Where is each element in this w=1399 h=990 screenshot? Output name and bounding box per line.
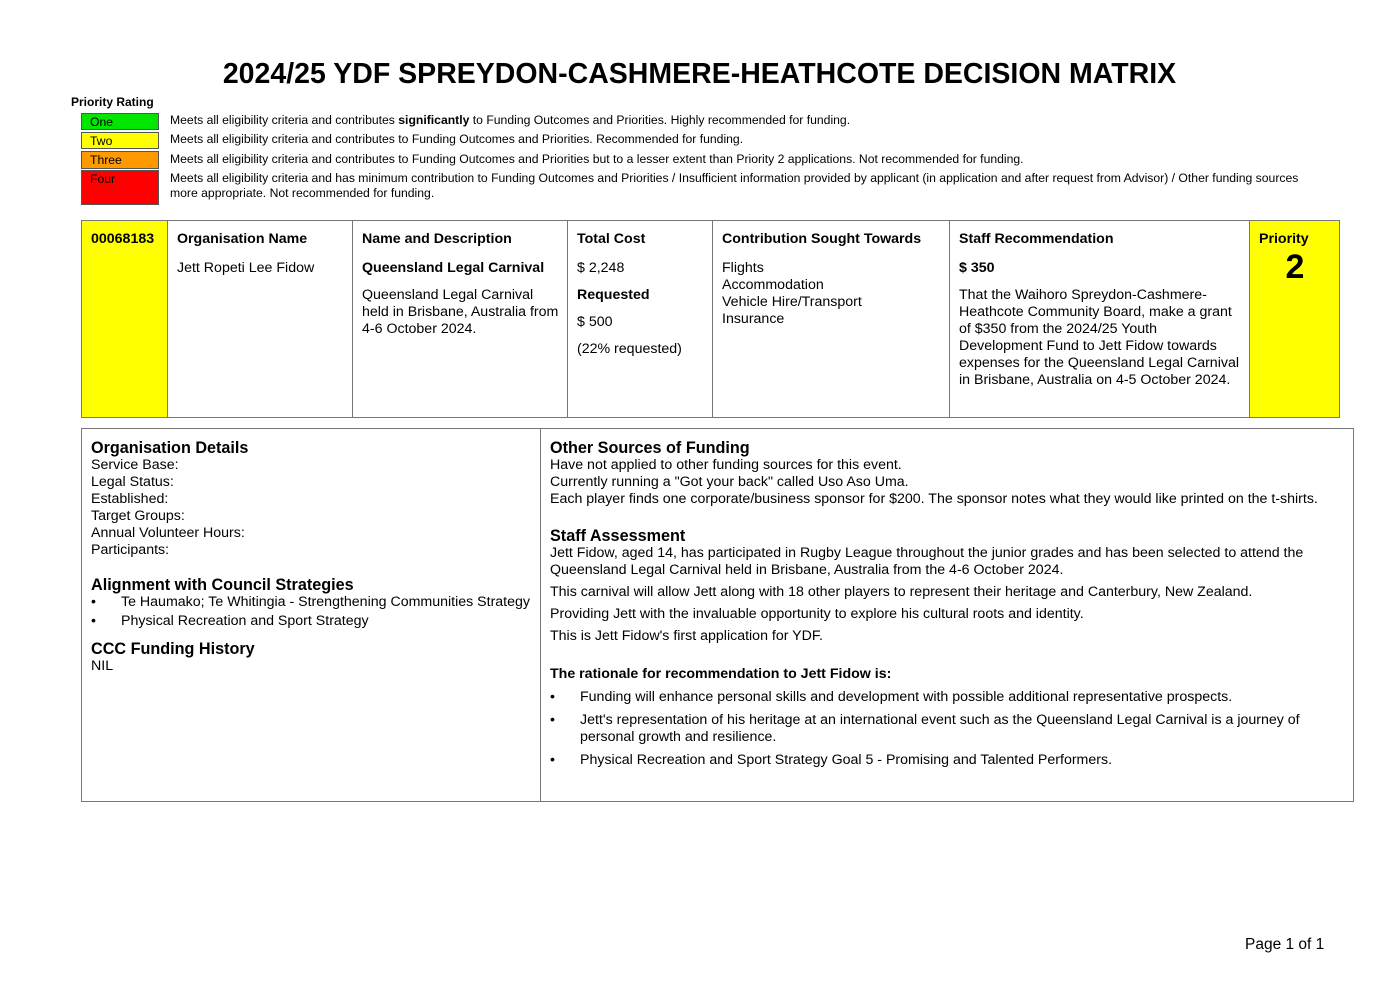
funding-history-value: NIL bbox=[91, 658, 114, 674]
staff-recommendation-amount: $ 350 bbox=[959, 260, 995, 276]
total-cost-value: $ 2,248 bbox=[577, 260, 625, 276]
application-table bbox=[81, 220, 1340, 418]
legend-text-one: Meets all eligibility criteria and contributes significantly to Funding Outcomes and Priorities. Highly recommended for funding. bbox=[170, 113, 851, 127]
funding-history-title: CCC Funding History bbox=[91, 640, 255, 658]
org-detail-line: Service Base: bbox=[91, 457, 179, 473]
organisation-cell bbox=[168, 221, 353, 418]
requested-label: Requested bbox=[577, 287, 650, 303]
staff-recommendation-cell bbox=[950, 221, 1250, 418]
org-detail-line: Legal Status: bbox=[91, 474, 174, 490]
page-number: Page 1 of 1 bbox=[1245, 936, 1325, 953]
assessment-paragraph: Jett Fidow, aged 14, has participated in Rugby League throughout the junior grades and has been selected to attend the Queensland Legal Carnival held in Brisbane, Australia from the 4-6 October 2024. bbox=[550, 545, 1304, 578]
legend-text-three: Meets all eligibility criteria and contributes to Funding Outcomes and Priorities but to a lesser extent than Priority 2 applications. Not recommended for funding. bbox=[170, 152, 1024, 166]
assessment-paragraph: Providing Jett with the invaluable opportunity to explore his cultural roots and identity. bbox=[550, 606, 1084, 622]
org-detail-line: Established: bbox=[91, 491, 169, 507]
rationale-list bbox=[550, 689, 1345, 769]
priority-header: Priority bbox=[1259, 231, 1309, 247]
other-sources-line: Currently running a "Got your back" called Uso Aso Uma. bbox=[550, 474, 909, 490]
alignment-list bbox=[91, 594, 532, 630]
legend-text-four: Meets all eligibility criteria and has minimum contribution to Funding Outcomes and Priorities / Insufficient information provided by applicant (in application and after request from Advisor) / Other funding sources more appropriate. Not recommended for funding. bbox=[170, 171, 1299, 200]
legend-swatch-two: Two bbox=[81, 132, 159, 149]
staff-recommendation-header: Staff Recommendation bbox=[959, 231, 1114, 247]
total-cost-cell bbox=[568, 221, 713, 418]
other-sources-line: Have not applied to other funding sources for this event. bbox=[550, 457, 902, 473]
legend-swatch-four: Four bbox=[81, 170, 159, 205]
legend-swatch-three: Three bbox=[81, 151, 159, 169]
right-column bbox=[541, 429, 1353, 801]
page-title: 2024/25 YDF SPREYDON-CASHMERE-HEATHCOTE DECISION MATRIX bbox=[222, 58, 1177, 90]
list-item: • Te Haumako; Te Whitingia - Strengthening Communities Strategy bbox=[91, 594, 532, 611]
project-name: Queensland Legal Carnival bbox=[362, 260, 545, 276]
details-section bbox=[81, 428, 1354, 802]
other-sources-line: Each player finds one corporate/business sponsor for $200. The sponsor notes what they would like printed on the t-shirts. bbox=[550, 491, 1318, 507]
alignment-title: Alignment with Council Strategies bbox=[91, 576, 354, 594]
legend-text-two: Meets all eligibility criteria and contributes to Funding Outcomes and Priorities. Recommended for funding. bbox=[170, 132, 744, 146]
contribution-item: Flights bbox=[722, 260, 764, 276]
contribution-cell bbox=[713, 221, 950, 418]
list-item: • Funding will enhance personal skills and development with possible additional representative prospects. bbox=[550, 689, 1345, 706]
left-column bbox=[82, 429, 541, 801]
contribution-header: Contribution Sought Towards bbox=[722, 231, 922, 247]
staff-assessment-title: Staff Assessment bbox=[550, 527, 686, 545]
requested-value: $ 500 bbox=[577, 314, 613, 330]
contribution-item: Insurance bbox=[722, 311, 785, 327]
contribution-item: Accommodation bbox=[722, 277, 824, 293]
application-id: 00068183 bbox=[91, 231, 155, 247]
organisation-header: Organisation Name bbox=[177, 231, 308, 247]
priority-value: 2 bbox=[1285, 248, 1305, 286]
org-detail-line: Participants: bbox=[91, 542, 170, 558]
organisation-name: Jett Ropeti Lee Fidow bbox=[177, 260, 315, 276]
list-item: • Jett's representation of his heritage at an international event such as the Queensland Legal Carnival is a journey of personal growth and resilience. bbox=[550, 712, 1345, 746]
contribution-item: Vehicle Hire/Transport bbox=[722, 294, 862, 310]
assessment-paragraph: This is Jett Fidow's first application for YDF. bbox=[550, 628, 823, 644]
assessment-paragraph: This carnival will allow Jett along with 18 other players to represent their heritage and Canterbury, New Zealand. bbox=[550, 584, 1253, 600]
legend-swatch-one: One bbox=[81, 113, 159, 130]
priority-rating-label: Priority Rating bbox=[71, 95, 154, 109]
org-detail-line: Annual Volunteer Hours: bbox=[91, 525, 245, 541]
project-description: Queensland Legal Carnival held in Brisbane, Australia from 4-6 October 2024. bbox=[362, 287, 559, 337]
other-sources-title: Other Sources of Funding bbox=[550, 439, 750, 457]
application-id-cell bbox=[82, 221, 168, 418]
name-description-cell bbox=[353, 221, 568, 418]
org-details-title: Organisation Details bbox=[91, 439, 249, 457]
requested-percent: (22% requested) bbox=[577, 341, 682, 357]
list-item: • Physical Recreation and Sport Strategy Goal 5 - Promising and Talented Performers. bbox=[550, 752, 1345, 769]
rationale-title: The rationale for recommendation to Jett Fidow is: bbox=[550, 666, 892, 682]
priority-cell bbox=[1250, 221, 1340, 418]
org-detail-line: Target Groups: bbox=[91, 508, 185, 524]
total-cost-header: Total Cost bbox=[577, 231, 646, 247]
name-description-header: Name and Description bbox=[362, 231, 512, 247]
application-row bbox=[82, 221, 1340, 418]
staff-recommendation-text: That the Waihoro Spreydon-Cashmere-Heathcote Community Board, make a grant of $350 from the 2024/25 Youth Development Fund to Jett Fidow towards expenses for the Queensland Legal Carnival in Brisbane, Australia on 4-5 October 2024. bbox=[959, 287, 1239, 388]
list-item: • Physical Recreation and Sport Strategy bbox=[91, 613, 532, 630]
